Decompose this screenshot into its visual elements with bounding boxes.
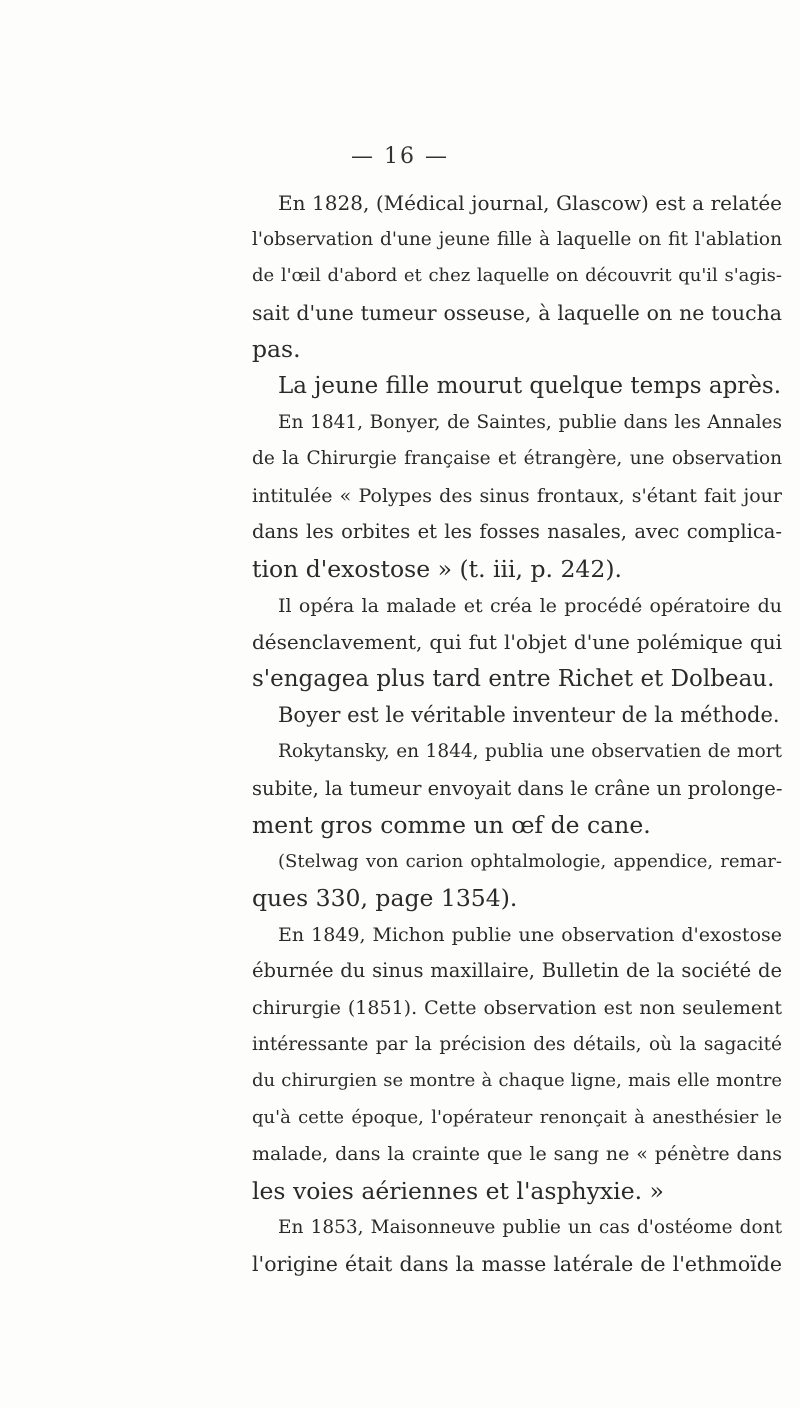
text-line: qu'à cette époque, l'opérateur renonçait à anesthésier le bbox=[252, 1106, 782, 1128]
text-line: La jeune fille mourut quelque temps après. bbox=[278, 372, 782, 399]
text-line: tion d'exostose » (t. iii, p. 242). bbox=[252, 554, 622, 583]
text-line: du chirurgien se montre à chaque ligne, mais elle montre bbox=[252, 1070, 782, 1092]
text-line: dans les orbites et les fosses nasales, avec complica- bbox=[252, 520, 782, 544]
text-line: Boyer est le véritable inventeur de la méthode. bbox=[278, 703, 780, 728]
text-line: (Stelwag von carion ophtalmologie, appendice, remar- bbox=[278, 850, 782, 872]
text-line: En 1828, (Médical journal, Glascow) est a relatée bbox=[278, 191, 782, 215]
text-line: l'origine était dans la masse latérale de l'ethmoïde bbox=[252, 1252, 782, 1277]
text-line: s'engagea plus tard entre Richet et Dolbeau. bbox=[252, 665, 775, 692]
text-line: En 1841, Bonyer, de Saintes, publie dans les Annales bbox=[278, 411, 782, 433]
text-line: malade, dans la crainte que le sang ne « pénètre dans bbox=[252, 1143, 782, 1166]
text-line: pas. bbox=[252, 335, 301, 364]
text-line: désenclavement, qui fut l'objet d'une polémique qui bbox=[252, 630, 782, 655]
text-line: de l'œil d'abord et chez laquelle on découvrit qu'il s'agis- bbox=[252, 265, 782, 287]
text-line: En 1853, Maisonneuve publie un cas d'ostéome dont bbox=[278, 1216, 782, 1238]
text-line: chirurgie (1851). Cette observation est non seulement bbox=[252, 997, 782, 1020]
text-line: intéressante par la précision des détails, où la sagacité bbox=[252, 1033, 782, 1055]
page-number: — 16 — bbox=[351, 144, 449, 169]
text-line: intitulée « Polypes des sinus frontaux, s'étant fait jour bbox=[252, 484, 782, 507]
text-line: En 1849, Michon publie une observation d'exostose bbox=[278, 923, 782, 946]
text-line: l'observation d'une jeune fille à laquelle on fit l'ablation bbox=[252, 228, 782, 250]
text-line: éburnée du sinus maxillaire, Bulletin de la société de bbox=[252, 959, 782, 983]
text-line: subite, la tumeur envoyait dans le crâne un prolonge- bbox=[252, 776, 782, 800]
text-line: ques 330, page 1354). bbox=[252, 884, 518, 913]
text-line: les voies aériennes et l'asphyxie. » bbox=[252, 1177, 664, 1206]
text-line: de la Chirurgie française et étrangère, une observation bbox=[252, 448, 782, 470]
text-line: ment gros comme un œf de cane. bbox=[252, 811, 651, 840]
text-line: Il opéra la malade et créa le procédé opératoire du bbox=[278, 594, 782, 617]
text-line: sait d'une tumeur osseuse, à laquelle on ne toucha bbox=[252, 300, 782, 325]
text-line: Rokytansky, en 1844, publia une observatien de mort bbox=[278, 740, 782, 762]
body-text bbox=[252, 185, 782, 1283]
